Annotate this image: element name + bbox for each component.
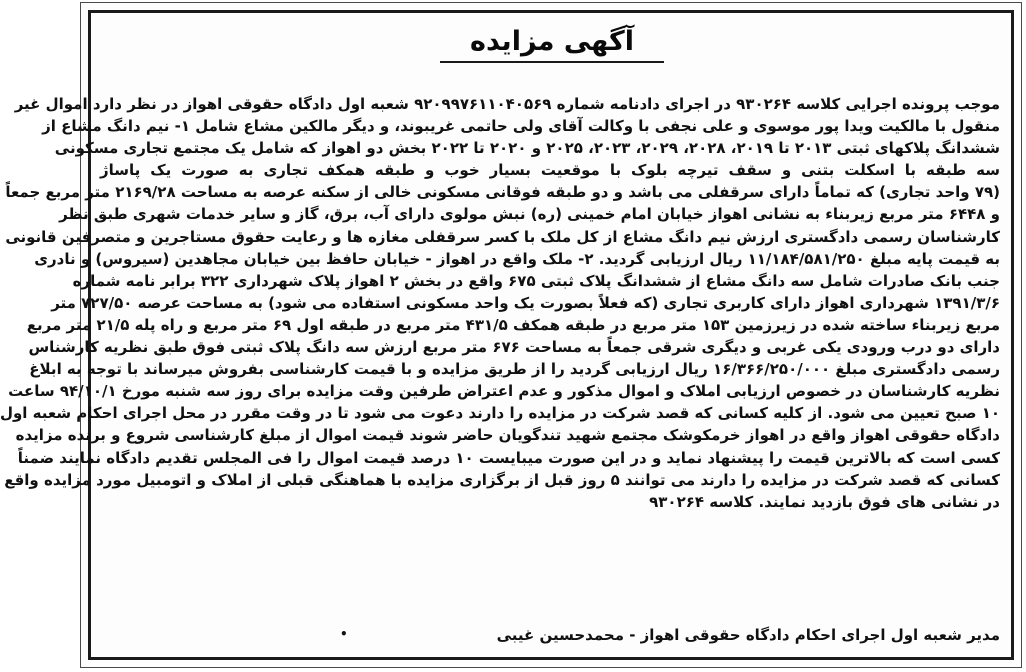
- body-line-last: در نشانی های فوق بازدید نمایند. کلاسه ۹۳۰۲۶۴: [649, 492, 1000, 511]
- body-line: موجب پرونده اجرایی کلاسه ۹۳۰۲۶۴ در اجرای دادنامه شماره ۹۲۰۹۹۷۶۱۱۰۴۰۵۶۹ شعبه اول دادگاه حقوقی اهواز در نظر دارد اموال غیر: [14, 95, 1000, 113]
- body-line: سه طبقه با اسکلت بتنی و سقف تیرچه بلوک با موقعیت بسیار خوب و طبقه همکف تجاری به صورت یک پاساژ: [100, 161, 1000, 180]
- signature-bullet: •: [340, 627, 348, 641]
- body-line: کسانی که قصد شرکت در مزایده را دارند می توانند ۵ روز قبل از برگزاری مزایده با هماهنگی قبلی از املاک و اتومبیل مورد مزایده واقع: [4, 470, 1000, 489]
- body-line: دادگاه حقوقی اهواز واقع در اهواز خرمکوشک مجتمع شهید تندگویان حاضر شوند قیمت اموال از مبلغ کارشناسی شروع و برنده مزایده: [15, 426, 1000, 445]
- body-line: ۱۳۹۱/۳/۶ شهرداری اهواز دارای کاربری تجاری (که فعلاً بصورت یک واحد مسکونی استفاده می شود) به مساحت عرصه ۷۲۷/۵۰ متر: [51, 293, 1000, 312]
- body-line: کسی است که بالاترین قیمت را پیشنهاد نماید و در این صورت میبایست ۱۰ درصد قیمت اموال را فی المجلس تقدیم دادگاه نمایند ضمناً: [17, 448, 1000, 467]
- body-line: (۷۹ واحد تجاری) که تماماً دارای سرقفلی می باشد و دو طبقه فوقانی مسکونی خالی از سکنه عرصه به مساحت ۲۱۶۹/۲۸ متر مربع جمعاً: [5, 183, 1000, 202]
- body-line: ۱۰ صبح تعیین می شود. از کلیه کسانی که قصد شرکت در مزایده را دارند دعوت می شود تا در وقت مقرر در محل اجرای احکام شعبه اول: [0, 404, 1000, 423]
- body-line: مربع زیربناء ساخته شده در زیرزمین ۱۵۳ متر مربع در طبقه همکف ۴۳۱/۵ متر مربع در طبقه اول ۶۹ متر مربع و راه پله ۲۱/۵ متر مربع: [26, 315, 1000, 334]
- body-line: منقول با مالکیت ویدا پور موسوی و علی نجفی با وکالت آقای ولی حاتمی غریبوند، و دیگر مالکین مشاع شامل ۱- نیم دانگ مشاع از: [42, 117, 1000, 136]
- body-line: ششدانگ پلاکهای ثبتی ۲۰۱۳ تا ۲۰۱۹، ۲۰۲۸، ۲۰۲۹، ۲۰۲۳، ۲۰۲۵ و ۲۰۲۰ تا ۲۰۲۲ بخش دو اهواز که شامل یک مجتمع تجاری مسکونی: [54, 139, 1000, 158]
- body-line: دارای دو درب ورودی یکی غربی و دیگری شرقی جمعاً به مساحت ۶۷۶ متر مربع ارزش سه دانگ پلاک ثبتی فوق طبق نظریه کارشناس: [28, 338, 1000, 357]
- body-line: رسمی دادگستری مبلغ ۱۶/۳۶۶/۲۵۰/۰۰۰ ریال ارزیابی گردید را از طریق مزایده و با قیمت کارشناسی بفروش میرساند با توجه به ابلاغ: [29, 360, 1000, 379]
- notice-title: آگهی مزایده: [440, 25, 664, 63]
- body-line: جنب بانک صادرات شامل سه دانگ مشاع از ششدانگ پلاک ثبتی ۶۷۵ واقع در بخش ۲ اهواز پلاک شهرداری ۳۲۲ برابر نامه شماره: [72, 271, 1000, 290]
- notice-header: [78, 25, 1026, 63]
- signature-line: مدیر شعبه اول اجرای احکام دادگاه حقوقی اهواز - محمدحسین غیبی: [496, 626, 1000, 644]
- body-line: کارشناسان رسمی دادگستری ارزش نیم دانگ مشاع از کل ملک با کسر سرقفلی مغازه ها و رعایت حقوق مستاجرین و متصرفین قانونی: [5, 227, 1000, 246]
- body-line: به قیمت پایه مبلغ ۱۱/۱۸۴/۵۸۱/۲۵۰ ریال ارزیابی گردید. ۲- ملک واقع در اهواز - خیابان حافظ بین خیابان مجاهدین (سیروس) و نادری: [34, 249, 1000, 268]
- body-line: و ۶۴۴۸ متر مربع زیربناء به نشانی اهواز خیابان امام خمینی (ره) نبش مولوی دارای آب، برق، گاز و سایر خدمات شهری طبق نظر: [59, 205, 1000, 224]
- body-line: نظریه کارشناسان در خصوص ارزیابی املاک و اموال مذکور و عدم اعتراض طرفین وقت مزایده برای روز سه شنبه مورخ ۹۴/۱۰/۱ ساعت: [8, 382, 1000, 401]
- notice-body: [0, 93, 1000, 513]
